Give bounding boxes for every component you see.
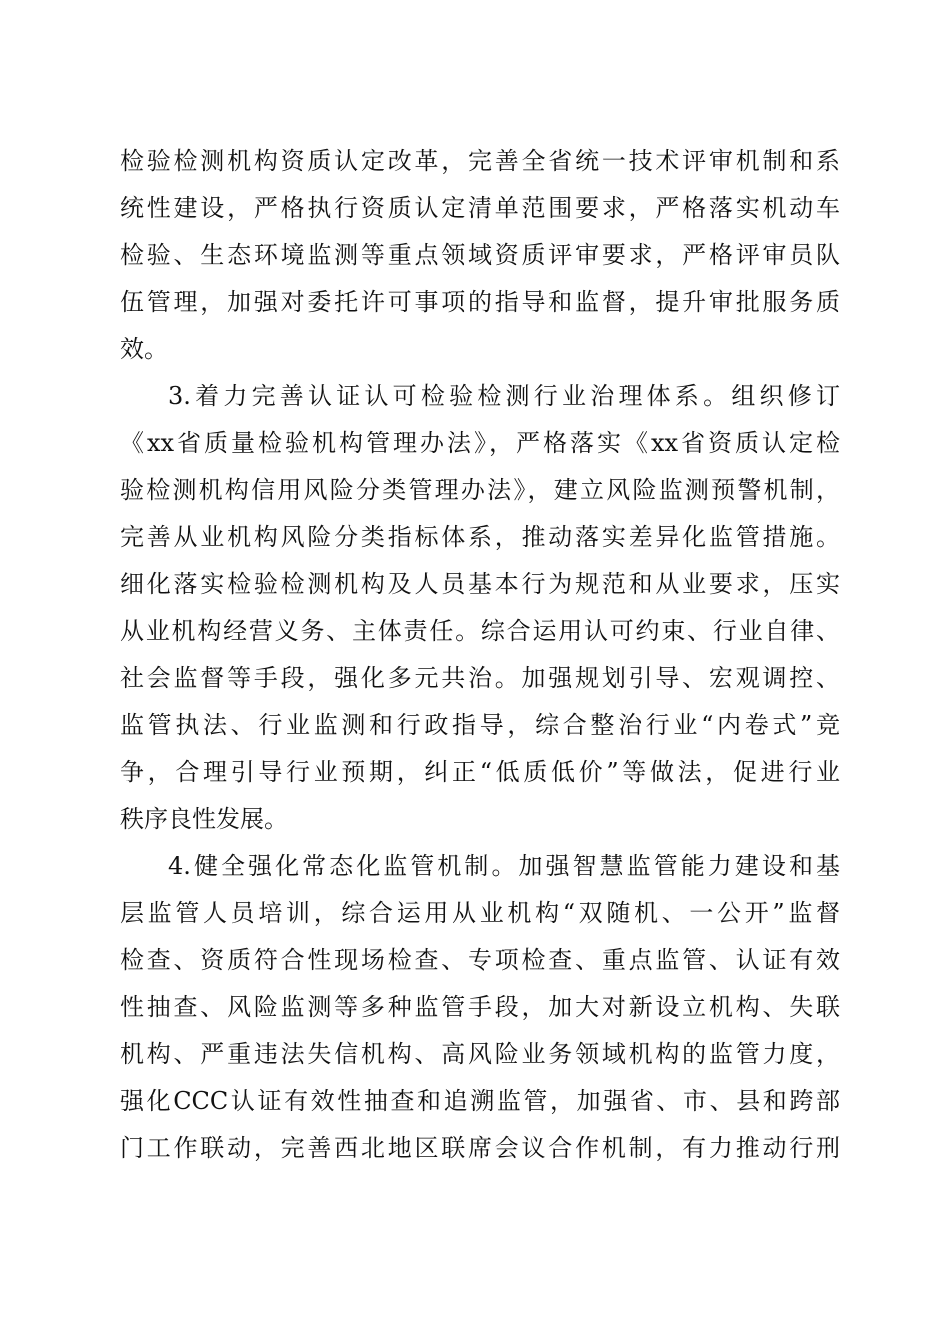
paragraph-line: 强化CCC认证有效性抽查和追溯监管，加强省、市、县和跨部 — [120, 1087, 840, 1115]
paragraph-line: 层监管人员培训，综合运用从业机构“双随机、一公开”监督 — [120, 899, 840, 927]
paragraph-line: 细化落实检验检测机构及人员基本行为规范和从业要求，压实 — [120, 570, 840, 598]
paragraph-line: 统性建设，严格执行资质认定清单范围要求，严格落实机动车 — [120, 194, 840, 222]
paragraph-line: 从业机构经营义务、主体责任。综合运用认可约束、行业自律、 — [120, 617, 840, 645]
section-heading-line: 3.着力完善认证认可检验检测行业治理体系。组织修订 — [168, 382, 840, 410]
paragraph-line: 监管执法、行业监测和行政指导，综合整治行业“内卷式”竞 — [120, 711, 840, 739]
paragraph-line: 检验检测机构资质认定改革，完善全省统一技术评审机制和系 — [120, 147, 840, 175]
paragraph-line: 效。 — [120, 335, 168, 363]
section-heading-line: 4.健全强化常态化监管机制。加强智慧监管能力建设和基 — [168, 852, 840, 880]
paragraph-line: 门工作联动，完善西北地区联席会议合作机制，有力推动行刑 — [120, 1134, 840, 1162]
paragraph-line: 争，合理引导行业预期，纠正“低质低价”等做法，促进行业 — [120, 758, 840, 786]
paragraph-line: 完善从业机构风险分类指标体系，推动落实差异化监管措施。 — [120, 523, 840, 551]
paragraph-line: 机构、严重违法失信机构、高风险业务领域机构的监管力度， — [120, 1040, 840, 1068]
paragraph-line: 《xx省质量检验机构管理办法》，严格落实《xx省资质认定检 — [120, 429, 840, 457]
paragraph-line: 检查、资质符合性现场检查、专项检查、重点监管、认证有效 — [120, 946, 840, 974]
paragraph-line: 验检测机构信用风险分类管理办法》，建立风险监测预警机制， — [120, 476, 840, 504]
paragraph-line: 检验、生态环境监测等重点领域资质评审要求，严格评审员队 — [120, 241, 840, 269]
paragraph-line: 社会监督等手段，强化多元共治。加强规划引导、宏观调控、 — [120, 664, 840, 692]
paragraph-line: 秩序良性发展。 — [120, 805, 288, 833]
paragraph-line: 伍管理，加强对委托许可事项的指导和监督，提升审批服务质 — [120, 288, 840, 316]
paragraph-line: 性抽查、风险监测等多种监管手段，加大对新设立机构、失联 — [120, 993, 840, 1021]
